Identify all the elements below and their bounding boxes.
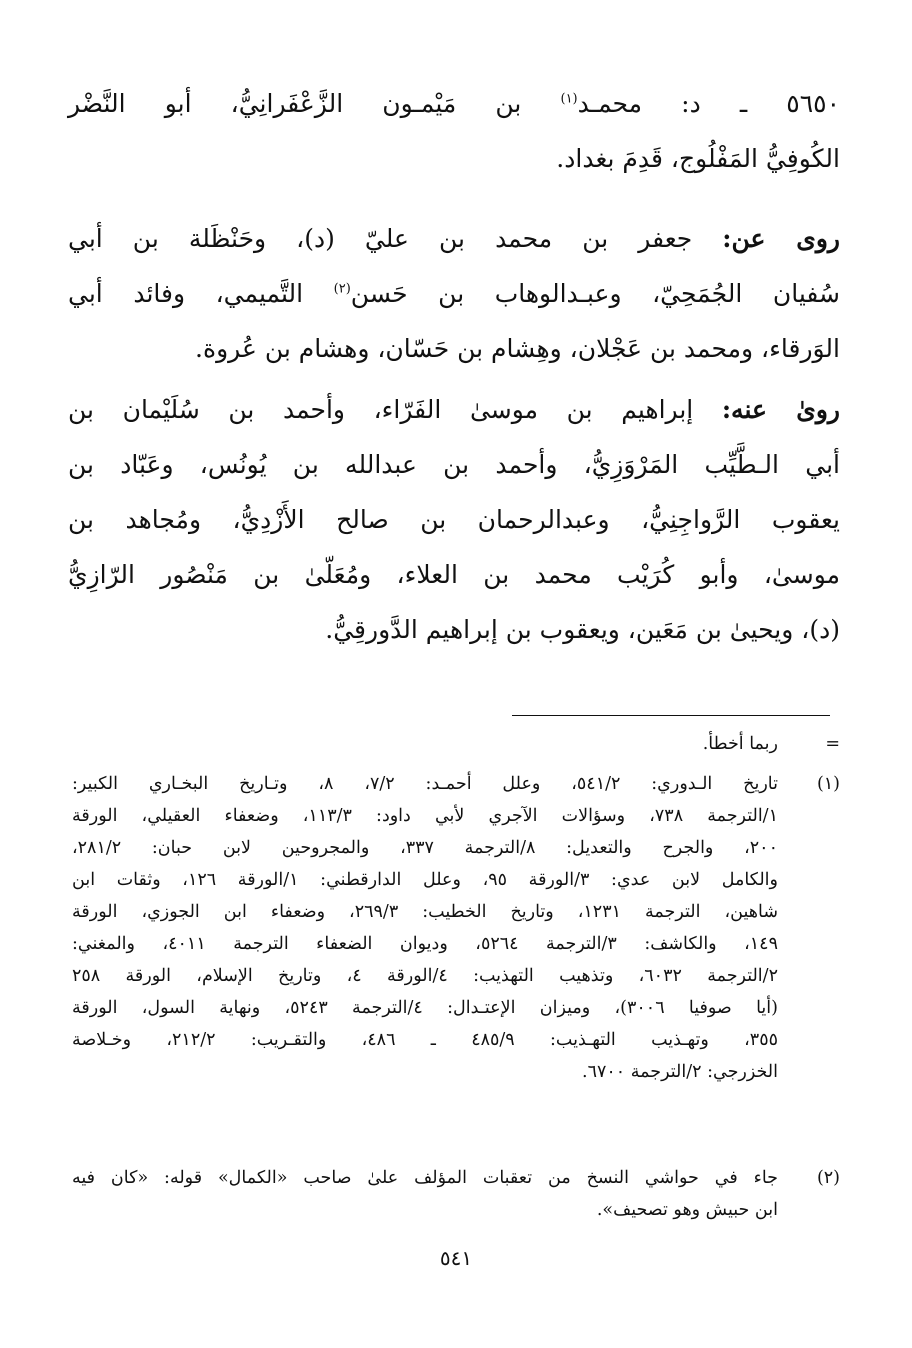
footnote-1-number: (١)	[816, 774, 840, 794]
footnote-1	[72, 768, 840, 1088]
narrated-from-line-3: الوَرقاء، ومحمد بن عَجْلان، وهِشام بن حَسّان، وهشام بن عُروة.	[195, 334, 840, 363]
biography-entry	[68, 76, 840, 186]
footnote-1-line: الخزرجي: ٢/الترجمة ٦٧٠٠.	[582, 1062, 778, 1082]
footnote-separator	[512, 715, 830, 716]
narrated-by-line-5: (د)، ويحيىٰ بن مَعَين، ويعقوب بن إبراهيم الدَّورقِيُّ.	[325, 615, 840, 644]
narrated-from-label: روى عن:	[722, 224, 841, 253]
footnote-ref-2: (٢)	[333, 281, 351, 297]
footnote-2-item	[72, 1162, 840, 1226]
footnote-2	[72, 1162, 840, 1226]
footnote-1-line: ٣٥٥، وتهـذيب التهـذيب: ٤٨٥/٩ ـ ٤٨٦، والتقـريب: ٢١٢/٢، وخـلاصة	[72, 1030, 778, 1050]
narrated-from-line-2-start: سُفيان الجُمَحِيّ، وعبـدالوهاب بن حَسن	[350, 279, 840, 308]
narrated-from-paragraph	[68, 211, 840, 376]
footnote-ref-1: (١)	[560, 91, 578, 107]
footnote-1-line: ٢/الترجمة ٦٠٣٢، وتذهيب التهذيب: ٤/الورقة ٤، وتاريخ الإسلام، الورقة ٢٥٨	[72, 966, 778, 986]
footnote-1-line: ١/الترجمة ٧٣٨، وسؤالات الآجري لأبي داود: ١١٣/٣، وضعفاء العقيلي، الورقة	[72, 806, 778, 826]
continuation-text: ربما أخطأ.	[702, 734, 778, 754]
footnote-1-line: (أيا صوفيا ٣٠٠٦)، وميزان الإعتـدال: ٤/الترجمة ٥٢٤٣، ونهاية السول، الورقة	[72, 998, 778, 1018]
entry-line-1	[68, 76, 840, 131]
footnote-2-number: (٢)	[816, 1168, 840, 1188]
entry-heading: ٥٦٥٠ ـ د: محمـد	[577, 89, 840, 118]
footnote-1-line: شاهين، الترجمة ١٢٣١، وتاريخ الخطيب: ٢٦٩/٣، وضعفاء ابن الجوزي، الورقة	[72, 902, 778, 922]
footnote-1-line: والكامل لابن عدي: ٣/الورقة ٩٥، وعلل الدارقطني: ١/الورقة ١٢٦، وثقات ابن	[72, 870, 778, 890]
footnote-1-line: ١٤٩، والكاشف: ٣/الترجمة ٥٢٦٤، وديوان الضعفاء الترجمة ٤٠١١، والمغني:	[72, 934, 778, 954]
footnote-continuation-item	[72, 728, 840, 760]
page-number: ٥٤١	[439, 1246, 473, 1270]
continuation-marker: =	[825, 734, 840, 754]
narrated-by-line-3: يعقوب الرَّواجِنِيُّ، وعبدالرحمان بن صالح الأَزْدِيُّ، ومُجاهد بن	[68, 505, 840, 534]
entry-line-1-rest: بن مَيْمـون الزَّعْفَرانِيُّ، أبو النَّضْر	[68, 89, 561, 118]
footnote-1-line: ٢٠٠، والجرح والتعديل: ٨/الترجمة ٣٣٧، والمجروحين لابن حبان: ٢٨١/٢،	[72, 838, 778, 858]
narrated-by-line-4: موسىٰ، وأبو كُرَيْب محمد بن العلاء، ومُعَلّىٰ بن مَنْصُور الرّازِيُّ	[68, 560, 840, 589]
narrated-by-line-2: أبي الـطَّيِّب المَرْوَزِيُّ، وأحمد بن عبدالله بن يُونُس، وعَبّاد بن	[68, 450, 840, 479]
narrated-from-line-2	[68, 266, 840, 321]
narrated-from-line-1	[68, 211, 840, 266]
footnote-1-line: تاريخ الـدوري: ٥٤١/٢، وعلل أحمـد: ٧/٢، ٨، وتـاريخ البخـاري الكبير:	[72, 774, 778, 794]
narrated-by-line-1-text: إبراهيم بن موسىٰ الفَرّاء، وأحمد بن سُلَيْمان بن	[68, 395, 722, 424]
narrated-by-label: روىٰ عنه:	[721, 395, 840, 424]
footnote-2-line: ابن حبيش وهو تصحيف».	[596, 1200, 778, 1220]
narrated-by-paragraph	[68, 382, 840, 657]
narrated-by-line-1	[68, 382, 840, 437]
narrated-from-line-1-text: جعفر بن محمد بن عليّ (د)، وحَنْظَلة بن أبي	[68, 224, 723, 253]
footnote-2-line: جاء في حواشي النسخ من تعقبات المؤلف علىٰ صاحب «الكمال» قوله: «كان فيه	[72, 1168, 778, 1188]
narrated-from-line-2-end: التَّميمي، وفائد أبي	[68, 279, 334, 308]
footnote-1-item	[72, 768, 840, 1088]
entry-line-2: الكُوفِيُّ المَفْلُوج، قَدِمَ بغداد.	[556, 144, 840, 173]
footnote-continuation	[72, 728, 840, 760]
